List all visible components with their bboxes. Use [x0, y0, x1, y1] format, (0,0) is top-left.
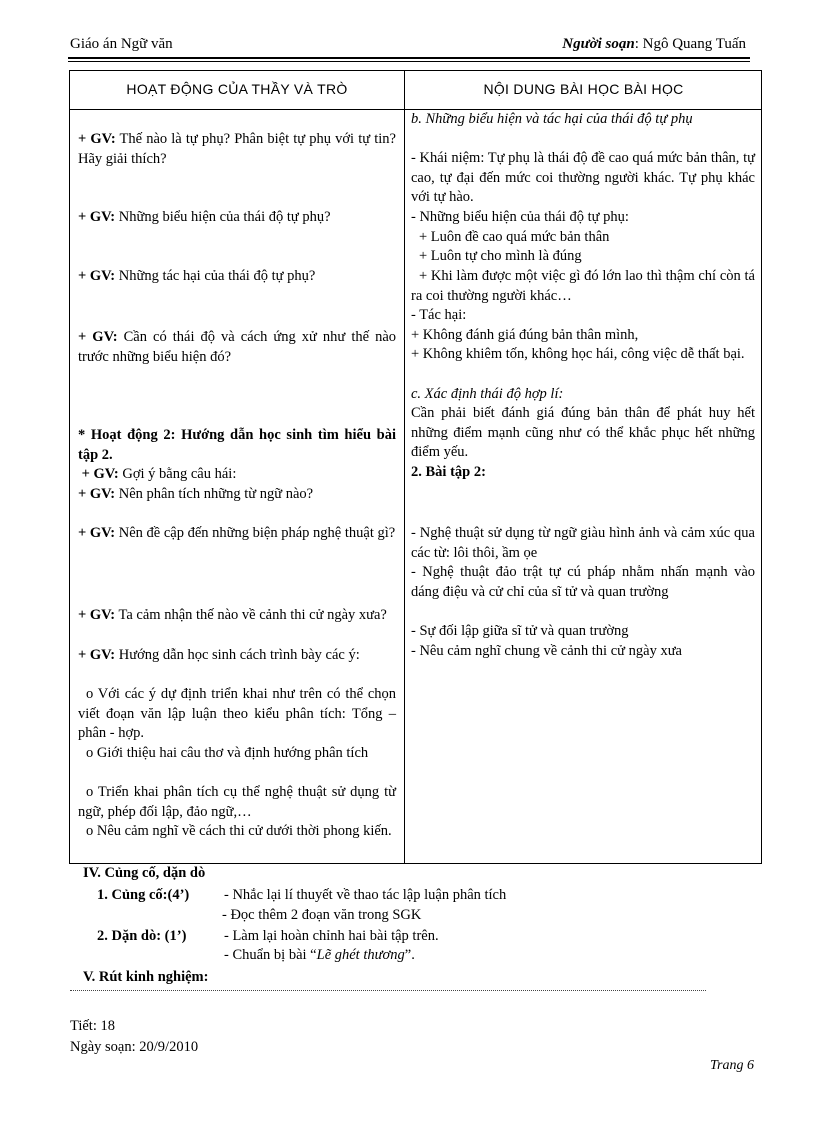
exercise-2-point-1: - Nghệ thuật sử dụng từ ngữ giàu hình ảnh và cảm xúc qua các từ: lôi thôi, ầm ọe	[411, 525, 755, 561]
homework-label: 2. Dặn dò: (1’)	[97, 928, 187, 944]
notes-dotted-line	[70, 990, 706, 991]
question-1: + GV: Thế nào là tự phụ? Phân biệt tự phụ với tự tin? Hãy giải thích?	[78, 131, 396, 167]
consolidation-item-1: - Nhắc lại lí thuyết về thao tác lập luận phân tích	[224, 887, 507, 903]
question-4: + GV: Cần có thái độ và cách ứng xử như thế nào trước những biểu hiện đó?	[78, 329, 397, 365]
homework-item-2: - Chuẩn bị bài “Lẽ ghét thương”.	[224, 947, 415, 963]
author-name: Ngô Quang Tuấn	[642, 36, 746, 52]
question-2: + GV: Những biểu hiện của thái độ tự phụ?	[78, 209, 331, 225]
signs-title: - Những biểu hiện của thái độ tự phụ:	[411, 209, 629, 225]
prepared-date: Ngày soạn: 20/9/2010	[70, 1039, 199, 1055]
outline-item-4: o Nêu cảm nghĩ về cách thi cử dưới thời phong kiến.	[86, 823, 392, 839]
header-rule-thick	[68, 57, 750, 59]
column-divider	[404, 71, 405, 863]
header-rule-thin	[68, 61, 750, 62]
sign-2: + Luôn tự cho mình là đúng	[419, 248, 582, 264]
question-3: + GV: Những tác hại của thái độ tự phụ?	[78, 268, 316, 284]
harm-1: + Không đánh giá đúng bản thân mình,	[411, 327, 639, 343]
question-9: + GV: Hướng dẫn học sinh cách trình bày các ý:	[78, 647, 360, 663]
page-number: Trang 6	[710, 1058, 754, 1073]
exercise-2-point-4: - Nêu cảm nghĩ chung về cảnh thi cử ngày xưa	[411, 643, 682, 659]
section-v-title: V. Rút kinh nghiệm:	[83, 969, 209, 985]
outline-item-2: o Giới thiệu hai câu thơ và định hướng phân tích	[86, 745, 369, 761]
exercise-2-title: 2. Bài tập 2:	[411, 464, 486, 480]
question-7: + GV: Nên đề cập đến những biện pháp nghệ thuật gì?	[78, 525, 396, 541]
outline-item-1: o Với các ý dự định triển khai như trên có thể chọn viết đoạn văn lập luận theo kiểu phân tích: Tổng – phân - hợp.	[78, 686, 396, 742]
section-c-text: Cần phải biết đánh giá đúng bản thân để phát huy hết những điểm mạnh cũng như có thể khắc phục hết những điểm yếu.	[411, 405, 755, 461]
exercise-2-point-2: - Nghệ thuật đảo trật tự cú pháp nhằm nhấn mạnh vào dáng điệu và cử chỉ của sĩ tử và quan trường	[411, 564, 755, 600]
col-right-title: NỘI DUNG BÀI HỌC BÀI HỌC	[483, 81, 684, 97]
header-subject: Giáo án Ngữ văn	[70, 36, 173, 52]
question-5: + GV: Gợi ý bằng câu hái:	[81, 466, 237, 482]
harm-2: + Không khiêm tốn, không học hái, công việc dễ thất bại.	[411, 346, 745, 362]
header-author: Người soạn: Ngô Quang Tuấn	[562, 36, 746, 52]
author-role: Người soạn	[562, 36, 635, 52]
consolidation-label: 1. Củng cố:(4’)	[97, 887, 190, 903]
activity-2-title: * Hoạt động 2: Hướng dẫn học sinh tìm hiểu bài tập 2.	[78, 427, 396, 463]
exercise-2-point-3: - Sự đối lập giữa sĩ tử và quan trường	[411, 623, 629, 639]
outline-item-3: o Triển khai phân tích cụ thể nghệ thuật sử dụng từ ngữ, phép đối lập, đảo ngữ,…	[78, 784, 396, 820]
question-6: + GV: Nên phân tích những từ ngữ nào?	[78, 486, 314, 502]
sign-3: + Khi làm được một việc gì đó lớn lao thì thậm chí còn tá ra coi thường người khác…	[411, 268, 755, 304]
section-c-title: c. Xác định thái độ hợp lí:	[411, 386, 564, 402]
homework-item-1: - Làm lại hoàn chỉnh hai bài tập trên.	[224, 928, 439, 944]
sign-1: + Luôn đề cao quá mức bản thân	[419, 229, 610, 245]
question-8: + GV: Ta cảm nhận thế nào về cảnh thi cử ngày xưa?	[78, 607, 387, 623]
consolidation-item-2: - Đọc thêm 2 đoạn văn trong SGK	[222, 907, 422, 923]
section-b-title: b. Những biểu hiện và tác hại của thái độ tự phụ	[411, 111, 693, 127]
section-iv-title: IV. Củng cố, dặn dò	[83, 865, 206, 881]
harm-title: - Tác hại:	[411, 307, 467, 323]
concept-text: - Khái niệm: Tự phụ là thái độ đề cao quá mức bản thân, tự cao, tự đại đến mức coi thường người khác. Tự phụ khác với tự hào.	[411, 150, 755, 206]
homework-lesson-title: Lẽ ghét thương	[316, 947, 405, 963]
lesson-table	[69, 70, 762, 864]
col-left-title: HOẠT ĐỘNG CỦA THẦY VÀ TRÒ	[126, 81, 348, 97]
lesson-number: Tiết: 18	[70, 1018, 115, 1034]
